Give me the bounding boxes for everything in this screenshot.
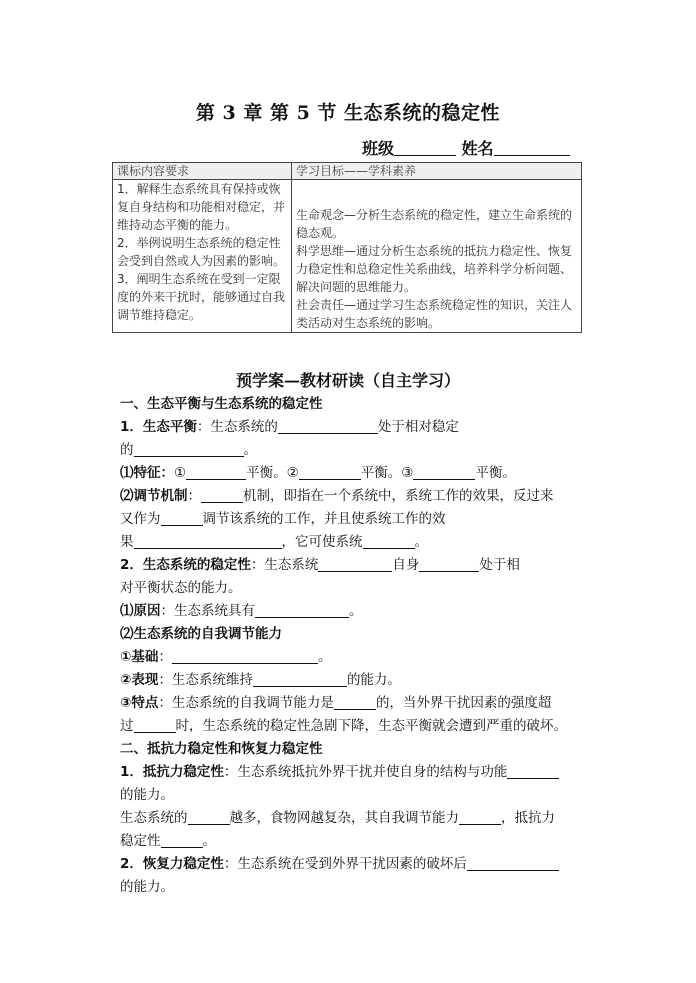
line-basis: ①基础： 。 <box>120 649 332 665</box>
fill-blank[interactable] <box>278 418 378 434</box>
fill-blank[interactable] <box>253 671 347 687</box>
line-resilience-2: 的能力。 <box>120 879 174 895</box>
fill-blank[interactable] <box>467 855 559 871</box>
section-title: 预学案—教材研读（自主学习） <box>235 371 460 390</box>
line-self-regulation: ⑵生态系统的自我调节能力 <box>120 626 282 642</box>
line-characteristic-2: 过 时，生态系统的稳定性急剧下降，生态平衡就会遭到严重的破坏。 <box>120 718 567 734</box>
standard-item: 2．举例说明生态系统的稳定性会受到自然或人为因素的影响。 <box>117 236 286 268</box>
fill-blank[interactable] <box>334 694 376 710</box>
heading-2: 二、抵抗力稳定性和恢复力稳定性 <box>120 741 323 757</box>
line-resistance-4: 稳定性 。 <box>120 833 216 849</box>
line-mechanism-3: 果 ，它可使系统 。 <box>120 534 428 550</box>
objective-item: 生命观念—分析生态系统的稳定性，建立生命系统的稳态观。 <box>296 208 573 240</box>
line-resistance-3: 生态系统的 越多，食物网越复杂，其自我调节能力 ，抵抗力 <box>120 810 555 826</box>
line-resistance-1: 1．抵抗力稳定性：生态系统抵抗外界干扰并使自身的结构与功能 <box>120 761 590 784</box>
fill-blank[interactable] <box>413 464 475 480</box>
fill-blank[interactable] <box>172 648 318 664</box>
col2-header: 学习目标——学科素养 <box>292 163 582 180</box>
fill-blank[interactable] <box>318 556 392 572</box>
line-manifestation: ②表现：生态系统维持 的能力。 <box>120 672 401 688</box>
table-header-row <box>113 163 582 180</box>
line-features: ⑴特征：① 平衡。② 平衡。③ 平衡。 <box>120 465 516 481</box>
line-stability-1: 2．生态系统的稳定性：生态系统 自身 处于相 <box>120 557 520 573</box>
fill-blank[interactable] <box>161 832 203 848</box>
fill-blank[interactable] <box>188 809 230 825</box>
line-cause: ⑴原因：生态系统具有 。 <box>120 603 363 619</box>
line-balance-2: 的 。 <box>120 442 257 458</box>
fill-blank[interactable] <box>201 487 243 503</box>
line-mechanism-1: ⑵调节机制： 机制，即指在一个系统中，系统工作的效果，反过来 <box>120 488 554 504</box>
class-label: 班级 <box>362 139 395 158</box>
table-row <box>113 180 582 333</box>
objectives-cell <box>292 180 582 333</box>
class-name-line <box>362 136 570 159</box>
line-resilience-1: 2．恢复力稳定性：生态系统在受到外界干扰因素的破坏后 <box>120 853 590 876</box>
col1-header: 课标内容要求 <box>113 163 292 180</box>
name-blank[interactable] <box>494 139 570 156</box>
objective-item: 社会责任—通过学习生态系统稳定性的知识，关注人类活动对生态系统的影响。 <box>296 298 573 330</box>
fill-blank[interactable] <box>419 556 479 572</box>
line-characteristic-1: ③特点：生态系统的自我调节能力是 的，当外界干扰因素的强度超 <box>120 695 552 711</box>
line-resistance-2: 的能力。 <box>120 787 174 803</box>
standard-item: 1．解释生态系统具有保持或恢复自身结构和功能相对稳定，并维持动态平衡的能力。 <box>117 182 286 232</box>
fill-blank[interactable] <box>134 533 282 549</box>
heading-1: 一、生态平衡与生态系统的稳定性 <box>120 396 323 412</box>
standards-cell <box>113 180 292 333</box>
standard-item: 3．阐明生态系统在受到一定限度的外来干扰时，能够通过自我调节维持稳定。 <box>117 272 286 322</box>
fill-blank[interactable] <box>161 510 203 526</box>
fill-blank[interactable] <box>507 763 559 779</box>
fill-blank[interactable] <box>363 533 415 549</box>
fill-blank[interactable] <box>134 441 244 457</box>
fill-blank[interactable] <box>255 602 349 618</box>
standards-table <box>112 162 582 333</box>
fill-blank[interactable] <box>299 464 361 480</box>
page-title: 第 3 章 第 5 节 生态系统的稳定性 <box>195 102 501 124</box>
class-blank[interactable] <box>394 139 456 156</box>
line-stability-2: 对平衡状态的能力。 <box>120 580 242 596</box>
study-content <box>120 393 590 899</box>
name-label: 姓名 <box>461 139 494 158</box>
fill-blank[interactable] <box>134 717 176 733</box>
line-mechanism-2: 又作为 调节该系统的工作，并且使系统工作的效 <box>120 511 446 527</box>
line-balance-1: 1．生态平衡：生态系统的 处于相对稳定 <box>120 419 459 435</box>
fill-blank[interactable] <box>459 809 501 825</box>
objective-item: 科学思维—通过分析生态系统的抵抗力稳定性、恢复力稳定性和总稳定性关系曲线，培养科学分析问题、解决问题的思维能力。 <box>296 244 573 294</box>
fill-blank[interactable] <box>186 464 246 480</box>
